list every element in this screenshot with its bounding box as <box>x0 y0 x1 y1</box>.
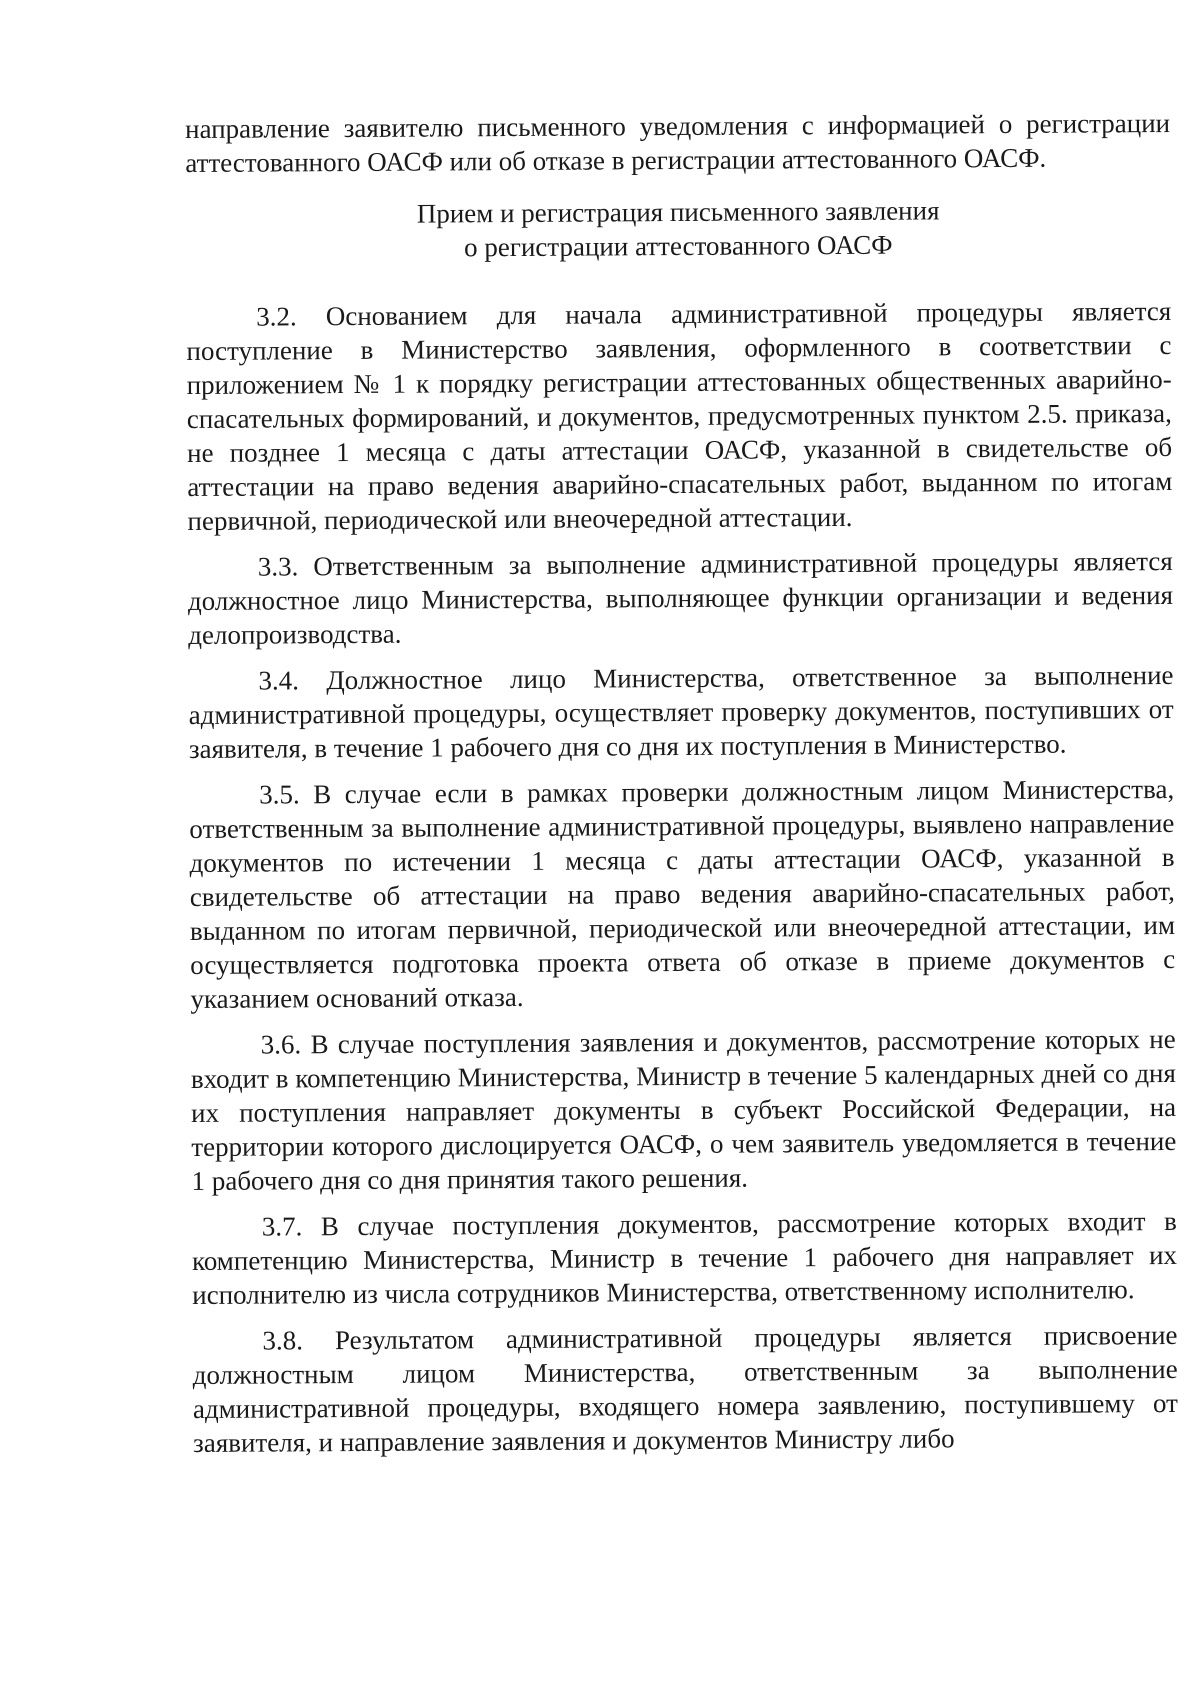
document-body <box>185 106 1178 1472</box>
intro-paragraph: направление заявителю письменного уведомления с информацией о регистрации аттестованного ОАСФ или об отказе в регистрации аттестованного ОАСФ. <box>185 107 1171 178</box>
paragraph-3-8: 3.8. Результатом административной процедуры является присвоение должностным лицом Министерства, ответственным за выполнение административной процедуры, входящего номера заявлению, поступившему от заявителя, и направление заявления и документов Министру либо <box>192 1319 1178 1458</box>
paragraph-3-3: 3.3. Ответственным за выполнение административной процедуры является должностное лицо Министерства, выполняющее функции организации и ведения делопроизводства. <box>187 545 1174 650</box>
paragraph-3-5: 3.5. В случае если в рамках проверки должностным лицом Министерства, ответственным за выполнение административной процедуры, выявлено направление документов по истечении 1 месяца с даты аттестации ОАСФ, указанной в свидетельстве об аттестации на право ведения аварийно-спасательных работ, выданном по итогам первичной, периодической или внеочередной аттестации, им осуществляется подготовка проекта ответа об отказе в приеме документов с указанием оснований отказа. <box>189 773 1176 1014</box>
paragraph-3-2: 3.2. Основанием для начала административной процедуры является поступление в Министерство заявления, оформленного в соответствии с приложением № 1 к порядку регистрации аттестованных общественных аварийно-спасательных формирований, и документов, предусмотренных пунктом 2.5. приказа, не позднее 1 месяца с даты аттестации ОАСФ, указанной в свидетельстве об аттестации на право ведения аварийно-спасательных работ, выданном по итогам первичной, периодической или внеочередной аттестации. <box>186 295 1173 536</box>
section-heading-line-2: о регистрации аттестованного ОАСФ <box>463 229 893 263</box>
paragraph-3-4: 3.4. Должностное лицо Министерства, ответственное за выполнение административной процедуры, осуществляет проверку документов, поступивших от заявителя, в течение 1 рабочего дня со дня их поступления в Министерство. <box>188 659 1174 764</box>
paragraph-3-7: 3.7. В случае поступления документов, рассмотрение которых входит в компетенцию Министерства, Министр в течение 1 рабочего дня направляет их исполнителю из числа сотрудников Министерства, ответственному исполнителю. <box>191 1205 1178 1310</box>
paragraph-3-6: 3.6. В случае поступления заявления и документов, рассмотрение которых не входит в компетенцию Министерства, Министр в течение 5 календарных дней со дня их поступления направляет документы в субъект Российской Федерации, на территории которого дислоцируется ОАСФ, о чем заявитель уведомляется в течение 1 рабочего дня со дня принятия такого решения. <box>190 1023 1177 1196</box>
section-heading <box>186 192 1171 266</box>
section-heading-line-1: Прием и регистрация письменного заявления <box>416 195 940 229</box>
